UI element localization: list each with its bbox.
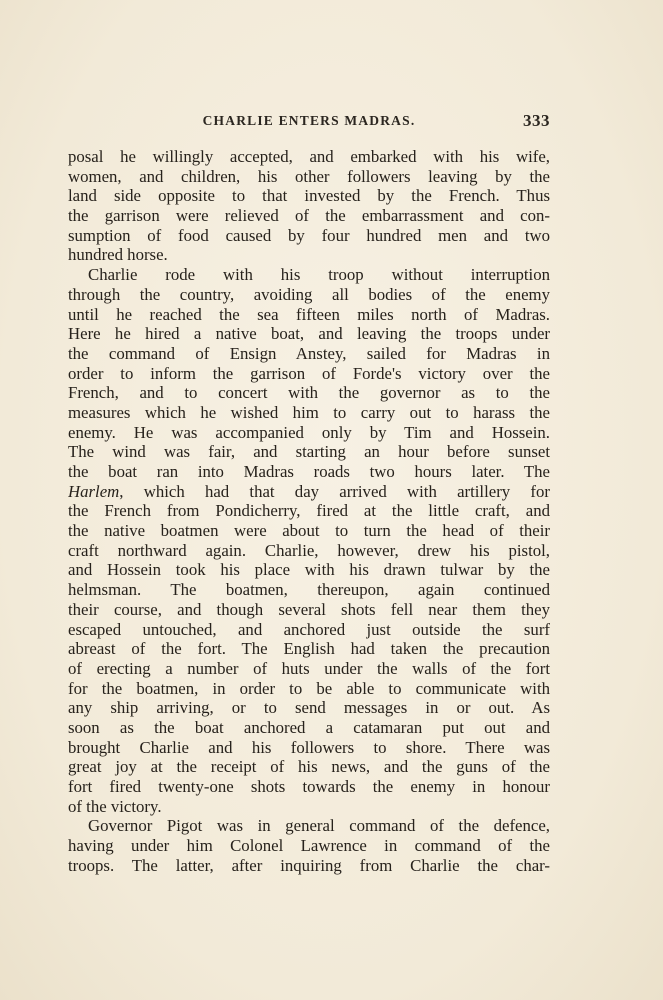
page-header [68,113,550,133]
text-line: the native boatmen were about to turn the head of their [68,521,550,541]
text-line-ship [68,482,550,502]
text-line: for the boatmen, in order to be able to communicate with [68,678,550,698]
text-line: of erecting a number of huts under the walls of the fort [68,658,550,678]
body-text [68,147,550,875]
text-line: soon as the boat anchored a catamaran put out and [68,717,550,737]
text-line: land side opposite to that invested by the French. Thus [68,186,550,206]
text-line: and Hossein took his place with his drawn tulwar by the [68,560,550,580]
text-line: until he reached the sea fifteen miles north of Madras. [68,304,550,324]
running-head: CHARLIE ENTERS MADRAS. [202,113,416,128]
text-line: posal he willingly accepted, and embarked with his wife, [68,147,550,166]
text-line: Here he hired a native boat, and leaving the troops under [68,324,550,344]
text-line: Charlie rode with his troop without interruption [88,265,550,285]
text-line: troops. The latter, after inquiring from Charlie the char- [68,855,550,875]
text-line: abreast of the fort. The English had taken the precaution [68,639,550,659]
text-line: the boat ran into Madras roads two hours later. The [68,462,550,481]
text-line: helmsman. The boatmen, thereupon, again continued [68,580,550,600]
text-line-rest: , which had that day arrived with artillery for [119,481,550,501]
text-line: the French from Pondicherry, fired at the little craft, and [68,501,550,521]
text-line: their course, and though several shots fell near them they [68,599,550,619]
text-line: having under him Colonel Lawrence in command of the [68,836,550,856]
text-line: The wind was fair, and starting an hour before sunset [68,442,550,462]
text-line: fort fired twenty-one shots towards the enemy in honour [68,777,550,796]
text-line: French, and to concert with the governor as to the [68,383,550,403]
text-line: through the country, avoiding all bodies of the enemy [68,284,550,304]
text-line: craft northward again. Charlie, however, drew his pistol, [68,540,550,560]
text-line: of the victory. [68,796,162,816]
text-line: Governor Pigot was in general command of the defence, [88,816,550,836]
page-number: 333 [523,111,550,130]
text-line: brought Charlie and his followers to shore. There was [68,737,550,757]
text-line: hundred horse. [68,245,168,265]
text-line: escaped untouched, and anchored just outside the surf [68,619,550,639]
text-line: the command of Ensign Anstey, sailed for Madras in [68,343,550,363]
text-line: sumption of food caused by four hundred men and two [68,225,550,245]
text-line: enemy. He was accompanied only by Tim and Hossein. [68,422,550,442]
text-line: any ship arriving, or to send messages in or out. As [68,698,550,718]
text-line: women, and children, his other followers leaving by the [68,166,550,186]
ship-name: Harlem [68,481,120,501]
text-line: measures which he wished him to carry out to harass the [68,402,550,422]
text-line: order to inform the garrison of Forde's victory over the [68,363,550,383]
text-line: great joy at the receipt of his news, and the guns of the [68,757,550,777]
text-line: the garrison were relieved of the embarrassment and con- [68,206,550,226]
